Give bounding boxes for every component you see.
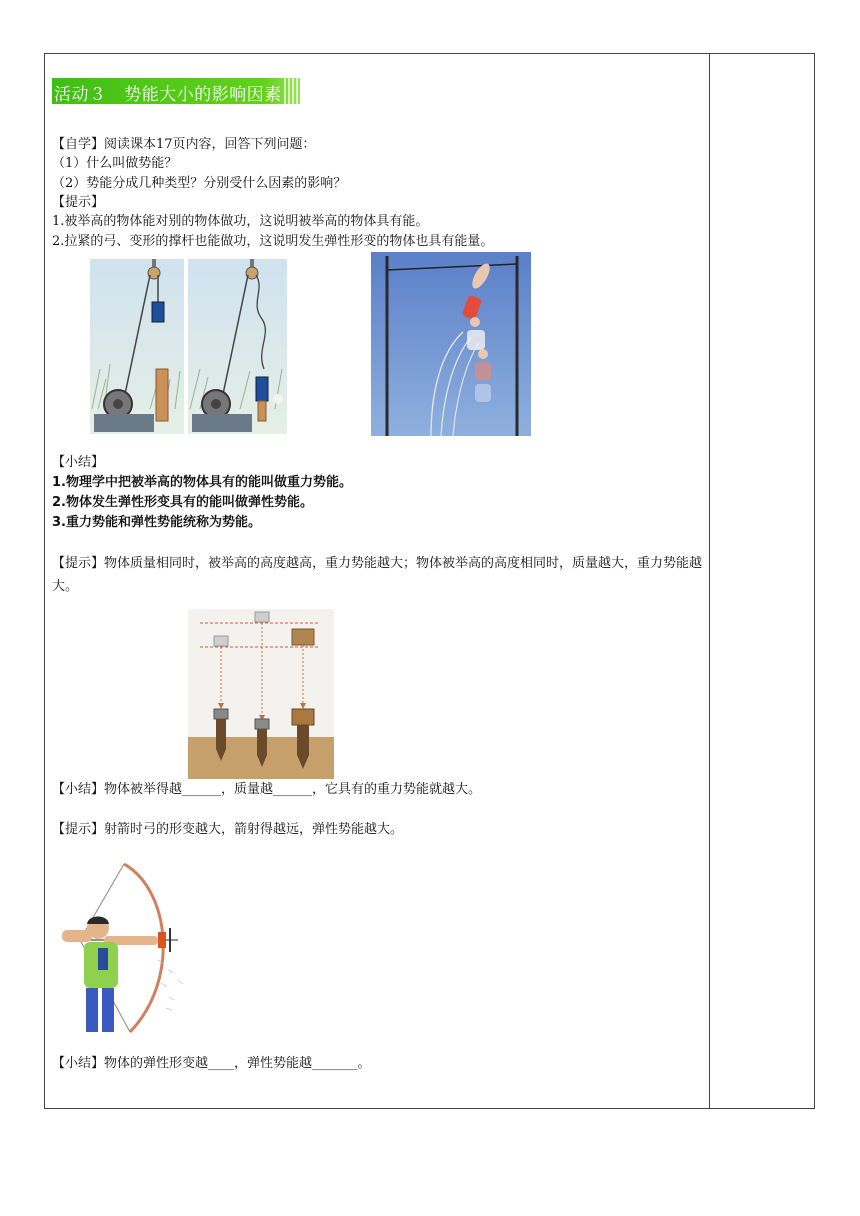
archer-illustration — [58, 860, 194, 1034]
hint-elastic-potential: 【提示】射箭时弓的形变越大，箭射得越远，弹性势能越大。 — [52, 822, 404, 837]
summary-elastic-fill: 【小结】物体的弹性形变越____，弹性势能越_______。 — [52, 1056, 371, 1071]
activity-title: 活动３ 势能大小的影响因素 — [54, 85, 282, 105]
summary-line-1: 1.物理学中把被举高的物体具有的能叫做重力势能。 — [52, 475, 352, 490]
activity-banner — [52, 78, 300, 104]
summary-gravity-fill: 【小结】物体被举得越______，质量越______，它具有的重力势能就越大。 — [52, 782, 482, 797]
hint-gravity-potential: 【提示】物体质量相同时，被举高的高度越高，重力势能越大；物体被举高的高度相同时，质量越大，重力势能越大。 — [52, 556, 703, 594]
banner-decoration — [284, 78, 298, 104]
summary-label: 【小结】 — [52, 455, 105, 470]
summary-line-3: 3.重力势能和弹性势能统称为势能。 — [52, 515, 261, 530]
selfstudy-intro: 【自学】阅读课本17页内容，回答下列问题： — [52, 137, 316, 152]
question-2: （2）势能分成几种类型？分别受什么因素的影响？ — [52, 176, 347, 191]
pulley-weight-illustration — [90, 259, 287, 434]
summary-line-2: 2.物体发生弹性形变具有的能叫做弹性势能。 — [52, 495, 313, 510]
hint-label: 【提示】 — [52, 195, 105, 210]
pole-vault-photo — [371, 252, 531, 436]
hint-line-2: 2.拉紧的弓、变形的撑杆也能做功，这说明发生弹性形变的物体也具有能量。 — [52, 234, 494, 249]
hint-line-1: 1.被举高的物体能对别的物体做功，这说明被举高的物体具有能。 — [52, 214, 429, 229]
right-column-divider — [709, 53, 710, 1109]
stake-driving-illustration — [188, 609, 334, 779]
question-1: （1）什么叫做势能？ — [52, 156, 178, 171]
